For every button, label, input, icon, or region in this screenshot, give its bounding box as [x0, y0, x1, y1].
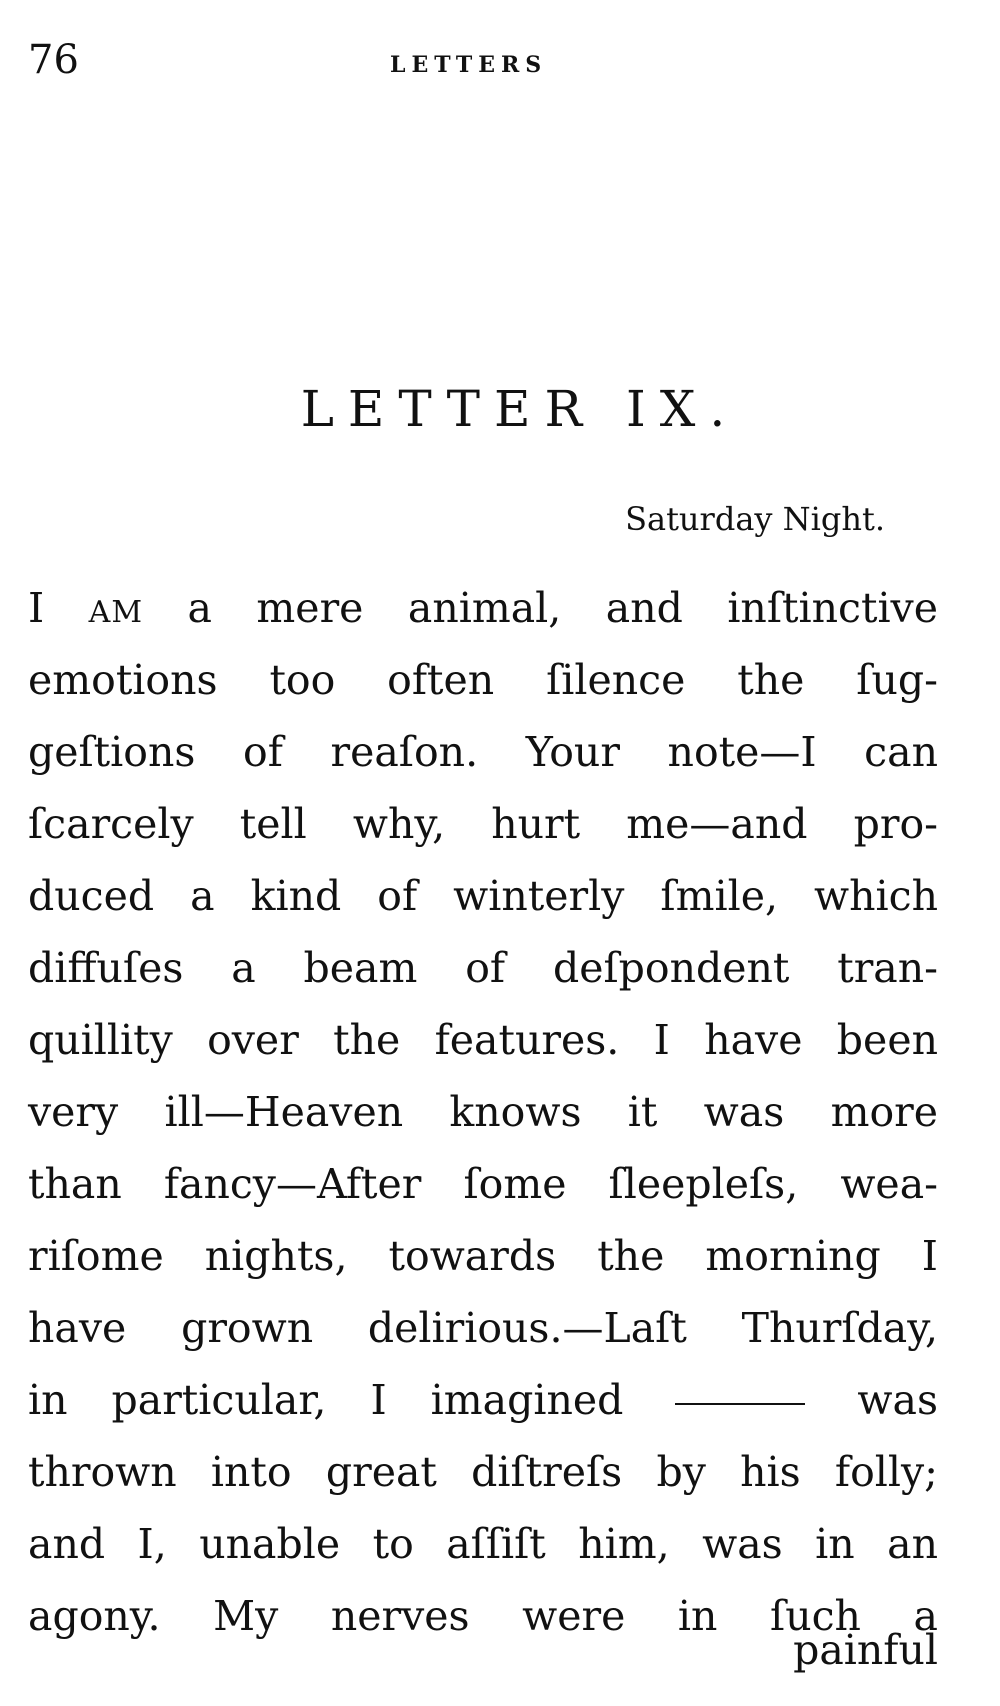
body-line: riſome nights, towards the morning I [28, 1232, 938, 1280]
omission-dash [675, 1403, 805, 1405]
opening-smallcaps: AM [88, 595, 144, 630]
letter-body [28, 572, 938, 1652]
opening-word: I [28, 584, 45, 632]
body-line: than fancy—After ſome ſleepleſs, wea- [28, 1160, 938, 1208]
body-line: diffuſes a beam of deſpondent tran- [28, 944, 938, 992]
body-line: thrown into great diſtreſs by his folly; [28, 1448, 938, 1496]
body-line: geſtions of reaſon. Your note—I can [28, 728, 938, 776]
body-line: quillity over the features. I have been [28, 1016, 938, 1064]
dash-line-before: in particular, I imagined [28, 1376, 624, 1424]
running-head: LETTERS [390, 52, 548, 78]
catchword: painful [793, 1626, 938, 1674]
body-line-1 [28, 572, 938, 644]
body-line: agony. My nerves were in ſuch a [28, 1592, 938, 1640]
body-line: very ill—Heaven knows it was more [28, 1088, 938, 1136]
body-line: duced a kind of winterly ſmile, which [28, 872, 938, 920]
dash-line-after: was [857, 1376, 938, 1424]
dateline: Saturday Night. [625, 500, 885, 538]
body-line-with-dash [28, 1364, 938, 1436]
body-line: ſcarcely tell why, hurt me—and pro- [28, 800, 938, 848]
body-line: emotions too often ſilence the ſug- [28, 656, 938, 704]
letter-heading: LETTER IX. [300, 380, 740, 438]
page-number: 76 [28, 37, 79, 83]
body-line: and I, unable to aſſiſt him, was in an [28, 1520, 938, 1568]
first-line-text: a mere animal, and inſtinctive [187, 584, 938, 632]
body-line: have grown delirious.—Laſt Thurſday, [28, 1304, 938, 1352]
